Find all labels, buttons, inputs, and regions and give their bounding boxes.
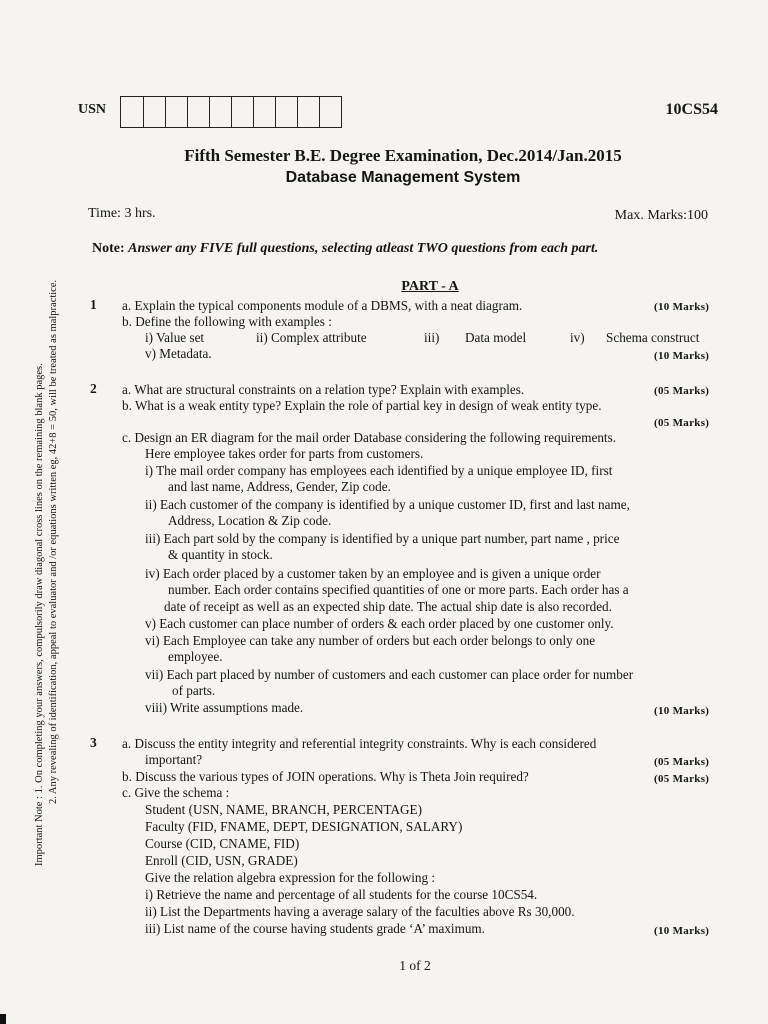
q2b-text: b. What is a weak entity type? Explain the role of partial key in design of weak entity type. <box>122 398 602 413</box>
q2c-text-2: Here employee takes order for parts from customers. <box>145 446 424 461</box>
q1b-text: b. Define the following with examples : <box>122 314 332 329</box>
q1b-iv: iv) <box>570 330 585 345</box>
usn-digit-box <box>165 97 187 127</box>
q3c-text: c. Give the schema : <box>122 785 230 800</box>
q2c-v: v) Each customer can place number of orders & each order placed by one customer only. <box>145 616 614 631</box>
q3a-text-2: important? <box>145 752 203 767</box>
q2c-viii: viii) Write assumptions made. <box>145 700 304 715</box>
q3c-ii: ii) List the Departments having a average salary of the faculties above Rs 30,000. <box>145 904 575 919</box>
note-text: Answer any FIVE full questions, selecting atleast TWO questions from each part. <box>128 241 599 256</box>
instructions-note <box>92 241 598 257</box>
q2c-vi-2: employee. <box>168 649 223 664</box>
q2c-vi-1: vi) Each Employee can take any number of orders but each order belongs to only one <box>145 633 596 648</box>
q2c-text: c. Design an ER diagram for the mail order Database considering the following requirements. <box>122 430 617 445</box>
side-note-line-1: Important Note : 1. On completing your answers, compulsorily draw diagonal cross lines on the remaining blank pages. <box>34 363 45 866</box>
q3b-marks: (05 Marks) <box>654 773 710 785</box>
schema-student: Student (USN, NAME, BRANCH, PERCENTAGE) <box>145 802 422 817</box>
q1b-marks: (10 Marks) <box>654 350 710 362</box>
q3a-marks: (05 Marks) <box>654 756 710 768</box>
question-number: 1 <box>90 297 97 312</box>
q1a-text: a. Explain the typical components module of a DBMS, with a neat diagram. <box>122 298 523 313</box>
q2c-iv-3: date of receipt as well as an expected ship date. The actual ship date is also recorded. <box>164 599 612 614</box>
q3a-text: a. Discuss the entity integrity and referential integrity constraints. Why is each considered <box>122 736 597 751</box>
usn-digit-box <box>209 97 231 127</box>
q2b-marks: (05 Marks) <box>654 417 710 429</box>
schema-course: Course (CID, CNAME, FID) <box>145 836 300 851</box>
q2c-ii-2: Address, Location & Zip code. <box>168 513 332 528</box>
q3c-marks: (10 Marks) <box>654 925 710 937</box>
q2c-i-2: and last name, Address, Gender, Zip code. <box>168 479 391 494</box>
question-number: 3 <box>90 735 97 750</box>
usn-label: USN <box>78 102 107 117</box>
side-note-line-2: 2. Any revealing of identification, appeal to evaluator and /or equations written eg, 42+8 = 50, will be treated as malpractice. <box>48 279 59 804</box>
q3b-text: b. Discuss the various types of JOIN operations. Why is Theta Join required? <box>122 769 529 784</box>
q2c-vii-1: vii) Each part placed by number of customers and each customer can place order for number <box>145 667 634 682</box>
q2c-marks: (10 Marks) <box>654 705 710 717</box>
max-marks: Max. Marks:100 <box>614 208 708 223</box>
corner-mark <box>0 1014 6 1024</box>
usn-digit-box <box>319 97 341 127</box>
q1a-marks: (10 Marks) <box>654 301 710 313</box>
q1b-iii-text: Data model <box>465 330 527 345</box>
usn-boxes <box>120 96 342 128</box>
paper-code: 10CS54 <box>665 101 718 118</box>
part-a-heading: PART - A <box>401 279 459 294</box>
q3c-iii: iii) List name of the course having students grade ‘A’ maximum. <box>145 921 485 936</box>
subject-title: Database Management System <box>285 169 521 186</box>
exam-time: Time: 3 hrs. <box>88 206 156 221</box>
q2c-iii-1: iii) Each part sold by the company is identified by a unique part number, part name , price <box>145 531 620 546</box>
q2c-iv-2: number. Each order contains specified quantities of one or more parts. Each order has a <box>168 582 629 597</box>
usn-digit-box <box>297 97 319 127</box>
schema-faculty: Faculty (FID, FNAME, DEPT, DESIGNATION, SALARY) <box>145 819 463 834</box>
side-important-note <box>33 166 61 866</box>
schema-enroll: Enroll (CID, USN, GRADE) <box>145 853 298 868</box>
usn-digit-box <box>253 97 275 127</box>
question-number: 2 <box>90 381 97 396</box>
usn-digit-box <box>143 97 165 127</box>
usn-digit-box <box>275 97 297 127</box>
q1b-i: i) Value set <box>145 330 205 345</box>
q1b-v: v) Metadata. <box>145 346 212 361</box>
q1b-iv-text: Schema construct <box>606 330 700 345</box>
q3c-i: i) Retrieve the name and percentage of all students for the course 10CS54. <box>145 887 538 902</box>
q2a-marks: (05 Marks) <box>654 385 710 397</box>
usn-digit-box <box>121 97 143 127</box>
q2c-vii-2: of parts. <box>172 683 216 698</box>
exam-title: Fifth Semester B.E. Degree Examination, Dec.2014/Jan.2015 <box>184 146 622 165</box>
q1b-iii: iii) <box>424 330 440 345</box>
q2a-text: a. What are structural constraints on a relation type? Explain with examples. <box>122 382 525 397</box>
q2c-iii-2: & quantity in stock. <box>168 547 273 562</box>
usn-digit-box <box>187 97 209 127</box>
q2c-iv-1: iv) Each order placed by a customer taken by an employee and is given a unique order <box>145 566 601 581</box>
note-label: Note: <box>92 241 125 256</box>
q1b-ii: ii) Complex attribute <box>256 330 367 345</box>
page-number: 1 of 2 <box>399 958 431 973</box>
q2c-i-1: i) The mail order company has employees each identified by a unique employee ID, first <box>145 463 613 478</box>
usn-digit-box <box>231 97 253 127</box>
q3c-instruction: Give the relation algebra expression for the following : <box>145 870 436 885</box>
q2c-ii-1: ii) Each customer of the company is identified by a unique customer ID, first and last name, <box>145 497 630 512</box>
